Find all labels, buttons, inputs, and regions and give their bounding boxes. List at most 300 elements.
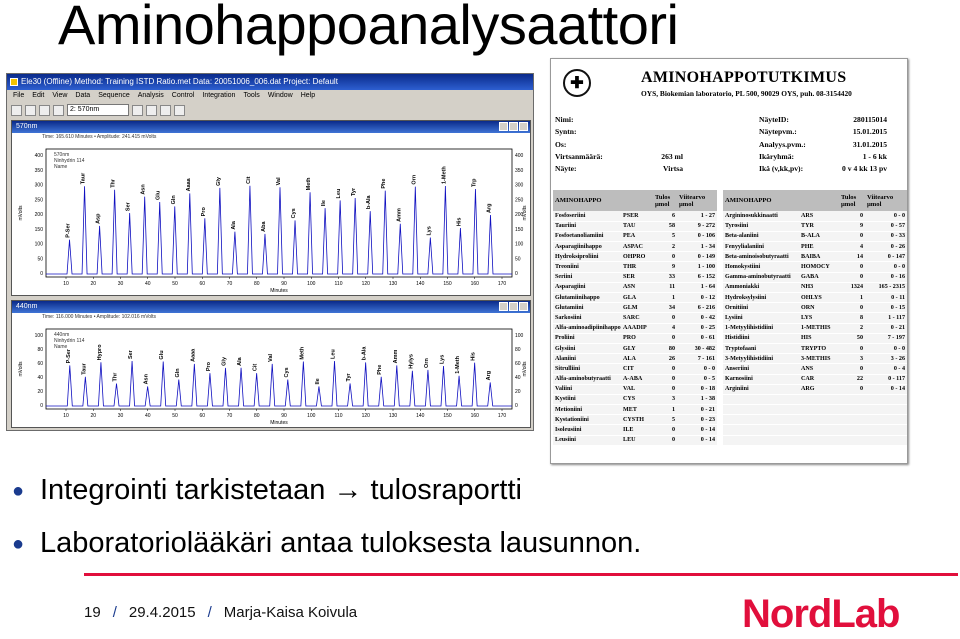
table-cell: Histidiini xyxy=(723,333,799,343)
table-cell: 33 xyxy=(653,272,677,282)
peak-label: Gln xyxy=(174,368,181,378)
table-cell: LEU xyxy=(621,435,653,445)
table-cell: Fosfoseriini xyxy=(553,211,621,221)
legend-entry: Name xyxy=(54,164,68,170)
y-axis-label-right: mVolts xyxy=(522,361,528,377)
peak-label: Aaaa xyxy=(190,348,197,362)
peak-label: Val xyxy=(268,353,275,362)
table-cell xyxy=(839,425,865,435)
y-axis-label-left: mVolts xyxy=(18,205,24,221)
table-cell: Tryptofaani xyxy=(723,343,799,353)
peak-label: Ile xyxy=(321,200,328,207)
peak-label: His xyxy=(456,217,463,227)
info-value xyxy=(625,114,683,126)
info-label: Ikäryhmä: xyxy=(759,151,795,161)
menu-item-view[interactable]: View xyxy=(52,92,68,99)
peak-icon[interactable] xyxy=(146,105,157,116)
x-tick-label: 30 xyxy=(117,413,124,419)
table-cell: 8 xyxy=(839,313,865,323)
table-cell: TAU xyxy=(621,221,653,231)
y-tick-label: 100 xyxy=(515,333,524,339)
peak-label: Leu xyxy=(336,188,343,199)
table-row xyxy=(553,262,907,272)
table-row xyxy=(553,293,907,303)
table-cell xyxy=(839,435,865,445)
bullet-dot-icon: ● xyxy=(12,479,25,502)
table-cell: Tyrosiini xyxy=(723,221,799,231)
table-cell: 0 xyxy=(839,343,865,353)
info-value: 0 v 4 kk 13 pv xyxy=(842,164,887,174)
y-tick-label: 80 xyxy=(515,347,521,353)
peak-label: Hylys xyxy=(408,354,415,369)
y-tick-label: 100 xyxy=(34,241,43,248)
table-cell: Sitrulliini xyxy=(553,364,621,374)
table-cell: TYR xyxy=(799,221,839,231)
table-cell: 2 xyxy=(839,323,865,333)
peak-label: Cit xyxy=(252,363,259,372)
table-cell: 4 xyxy=(653,323,677,333)
table-row xyxy=(553,343,907,353)
x-tick-label: 10 xyxy=(63,281,69,287)
x-tick-label: 10 xyxy=(63,413,69,419)
y-tick-label: 0 xyxy=(40,403,43,409)
info-value: 1 - 6 kk xyxy=(862,151,887,161)
peak-label: Cit xyxy=(245,176,252,184)
info-row xyxy=(555,151,683,163)
table-cell: 0 - 21 xyxy=(865,323,907,333)
table-cell: 1 - 34 xyxy=(677,242,717,252)
cursor-readout: Time: 165.610 Minutes • Amplitude: 241.415 mVolts xyxy=(42,134,157,140)
legend-entry: Name xyxy=(54,344,68,350)
print-icon[interactable] xyxy=(39,105,50,116)
table-cell: 0 - 14 xyxy=(677,425,717,435)
menu-item-window[interactable]: Window xyxy=(267,92,293,99)
x-tick-label: 120 xyxy=(361,281,370,287)
table-row xyxy=(553,425,907,435)
peak-label: Meth xyxy=(306,177,313,191)
chromatogram-panel-570nm xyxy=(11,120,531,296)
y-tick-label: 20 xyxy=(515,389,521,395)
peak-label: b-Ala xyxy=(366,195,373,210)
table-cell: 1324 xyxy=(839,282,865,292)
table-cell: MET xyxy=(621,405,653,415)
y-tick-label: 150 xyxy=(515,226,524,233)
save-icon[interactable] xyxy=(25,105,36,116)
table-row xyxy=(553,313,907,323)
table-row xyxy=(553,384,907,394)
table-cell: 0 - 33 xyxy=(865,231,907,241)
peak-label: Ser xyxy=(128,350,135,360)
x-tick-label: 140 xyxy=(416,413,425,419)
table-cell: 1-METHIS xyxy=(799,323,839,333)
table-cell: Kystationiini xyxy=(553,415,621,425)
peak-label: Orn xyxy=(423,358,430,368)
table-cell: Glutamiini xyxy=(553,303,621,313)
menu-item-help[interactable]: Help xyxy=(300,92,316,99)
table-cell xyxy=(799,415,839,425)
table-cell: ORN xyxy=(799,303,839,313)
integrate-icon[interactable] xyxy=(132,105,143,116)
table-cell: 165 - 2315 xyxy=(865,282,907,292)
table-cell: Alfa-aminobutyraatti xyxy=(553,374,621,384)
info-row xyxy=(555,114,683,126)
table-row xyxy=(553,282,907,292)
open-icon[interactable] xyxy=(11,105,22,116)
menu-item-tools[interactable]: Tools xyxy=(243,92,260,99)
table-cell: TRYPTO xyxy=(799,343,839,353)
close-icon[interactable] xyxy=(519,122,528,131)
info-row xyxy=(759,151,887,163)
table-cell: 0 - 14 xyxy=(865,384,907,394)
table-cell xyxy=(723,435,799,445)
table-cell: 0 - 147 xyxy=(865,252,907,262)
table-cell xyxy=(723,405,799,415)
nordlab-logo: NordLab xyxy=(742,592,900,636)
table-cell: THR xyxy=(621,262,653,272)
table-cell: OHLYS xyxy=(799,293,839,303)
table-cell: GLA xyxy=(621,293,653,303)
peak-label: Ala xyxy=(230,221,237,230)
info-row xyxy=(759,114,887,126)
x-tick-label: 80 xyxy=(253,281,260,287)
table-cell: 4 xyxy=(839,242,865,252)
x-tick-label: 110 xyxy=(334,413,343,419)
x-tick-label: 20 xyxy=(90,413,97,419)
table-cell: Beta-aminoisobutyraatti xyxy=(723,252,799,262)
peak-label: Thr xyxy=(110,178,117,188)
peak-label: Gln xyxy=(170,195,177,205)
table-row xyxy=(553,435,907,445)
info-value xyxy=(625,126,683,138)
table-cell: 50 xyxy=(839,333,865,343)
y-tick-label: 50 xyxy=(515,256,521,263)
baseline-icon[interactable] xyxy=(160,105,171,116)
y-tick-label: 300 xyxy=(34,182,43,189)
sample-info xyxy=(759,114,887,175)
table-cell: Alfa-aminoadipiinihappo xyxy=(553,323,621,333)
peak-label: Taur xyxy=(81,363,88,375)
table-cell: ILE xyxy=(621,425,653,435)
y-tick-label: 40 xyxy=(37,375,43,381)
y-tick-label: 50 xyxy=(37,256,43,263)
menu-item-sequence[interactable]: Sequence xyxy=(98,92,130,99)
table-cell: 0 xyxy=(839,384,865,394)
info-row xyxy=(759,139,887,151)
x-tick-label: 80 xyxy=(253,413,260,419)
chromatogram-570nm[interactable] xyxy=(12,133,530,295)
table-cell: 0 - 4 xyxy=(865,364,907,374)
app-icon xyxy=(10,78,18,86)
table-cell: BAIBA xyxy=(799,252,839,262)
peak-label: Hypro xyxy=(96,344,103,361)
y-tick-label: 150 xyxy=(34,226,43,233)
table-cell xyxy=(839,415,865,425)
table-cell: Gamma-aminobutyraatti xyxy=(723,272,799,282)
menu-item-file[interactable]: File xyxy=(13,92,25,99)
table-cell xyxy=(799,425,839,435)
table-cell xyxy=(799,435,839,445)
report-title: AMINOHAPPOTUTKIMUS xyxy=(641,69,847,86)
y-tick-label: 0 xyxy=(40,271,43,277)
table-cell: Alaniini xyxy=(553,354,621,364)
footer-date: 29.4.2015 xyxy=(128,604,196,621)
table-cell: 0 xyxy=(653,374,677,384)
table-cell: 0 xyxy=(839,303,865,313)
table-cell: PHE xyxy=(799,242,839,252)
table-cell: 0 - 42 xyxy=(677,313,717,323)
y-tick-label: 60 xyxy=(515,361,521,367)
slide-title: Aminohappoanalysaattori xyxy=(58,0,679,56)
x-tick-label: 70 xyxy=(226,281,233,287)
y-tick-label: 100 xyxy=(515,241,524,248)
x-tick-label: 50 xyxy=(172,413,178,419)
legend-entry: 570nm xyxy=(54,152,70,158)
x-tick-label: 60 xyxy=(199,281,206,287)
table-cell: 1 - 38 xyxy=(677,394,717,404)
x-tick-label: 130 xyxy=(388,281,398,287)
table-row xyxy=(553,252,907,262)
y-tick-label: 200 xyxy=(34,212,43,218)
y-tick-label: 400 xyxy=(515,153,524,159)
x-tick-label: 20 xyxy=(90,281,97,287)
accent-divider xyxy=(84,573,958,576)
info-row xyxy=(759,163,887,175)
table-row xyxy=(553,323,907,333)
info-label: Näyte: xyxy=(555,164,577,174)
table-cell: A-ABA xyxy=(621,374,653,384)
table-cell: 0 - 11 xyxy=(865,293,907,303)
table-cell: 0 - 5 xyxy=(677,374,717,384)
x-tick-label: 170 xyxy=(497,413,507,419)
table-row xyxy=(553,364,907,374)
info-value: Virtsa xyxy=(663,164,683,174)
peak-label: Ser xyxy=(125,202,132,212)
x-tick-label: 150 xyxy=(443,281,452,287)
legend-entry: Ninhydrin 114 xyxy=(54,158,85,164)
peak-label: Asp xyxy=(95,213,102,224)
panel-title-text: 440nm xyxy=(16,303,38,310)
table-cell: ALA xyxy=(621,354,653,364)
y-tick-label: 0 xyxy=(515,271,518,277)
x-tick-label: 140 xyxy=(416,281,425,287)
table-cell: ASN xyxy=(621,282,653,292)
y-tick-label: 20 xyxy=(37,389,43,395)
maximize-icon[interactable] xyxy=(509,302,518,311)
table-cell xyxy=(799,405,839,415)
x-axis-label: Minutes xyxy=(270,420,288,426)
table-cell: SER xyxy=(621,272,653,282)
table-cell: 0 - 0 xyxy=(865,262,907,272)
chromatogram-440nm[interactable] xyxy=(12,313,530,427)
peak-label: b-Ala xyxy=(361,346,368,361)
x-tick-label: 90 xyxy=(281,281,287,287)
x-tick-label: 70 xyxy=(226,413,233,419)
table-cell: Leusiini xyxy=(553,435,621,445)
x-tick-label: 40 xyxy=(144,413,151,419)
x-tick-label: 160 xyxy=(470,281,479,287)
table-cell: Ammoniakki xyxy=(723,282,799,292)
table-cell: 0 xyxy=(839,231,865,241)
x-axis-label: Minutes xyxy=(270,288,288,294)
menu-item-edit[interactable]: Edit xyxy=(32,92,45,99)
column-header: AMINOHAPPO xyxy=(723,190,799,211)
table-row xyxy=(553,415,907,425)
zoom-icon[interactable] xyxy=(53,105,64,116)
bullet-dot-icon: ● xyxy=(12,532,25,555)
table-cell: 1 xyxy=(653,405,677,415)
menu-item-integration[interactable]: Integration xyxy=(202,92,236,99)
panel-title-text: 570nm xyxy=(16,123,38,130)
table-cell: 0 xyxy=(653,384,677,394)
table-cell: Homokystiini xyxy=(723,262,799,272)
table-cell: 0 - 0 xyxy=(677,364,717,374)
table-cell: Lysiini xyxy=(723,313,799,323)
table-cell: 7 - 197 xyxy=(865,333,907,343)
y-tick-label: 60 xyxy=(37,361,43,367)
column-header: Viitearvo µmol xyxy=(677,190,717,211)
channel-select[interactable]: 2: 570nm xyxy=(67,104,129,116)
table-cell: 7 - 161 xyxy=(677,354,717,364)
panel-title xyxy=(12,301,530,313)
menu-item-analysis[interactable]: Analysis xyxy=(137,92,164,99)
info-value: 15.01.2015 xyxy=(852,127,887,137)
peak-label: Tyr xyxy=(351,187,358,197)
table-cell: Glutamiinihappo xyxy=(553,293,621,303)
table-cell: 0 xyxy=(839,364,865,374)
peak-label: 1-Meth xyxy=(441,166,448,185)
table-cell: HIS xyxy=(799,333,839,343)
table-row xyxy=(553,303,907,313)
table-cell: ASPAC xyxy=(621,242,653,252)
peak-label: Amm xyxy=(396,208,403,222)
y-tick-label: 80 xyxy=(37,347,43,353)
table-cell: 11 xyxy=(653,282,677,292)
table-row xyxy=(553,333,907,343)
cursor-readout: Time: 116.000 Minutes • Amplitude: 102.016 mVolts xyxy=(42,314,157,320)
table-cell: 9 xyxy=(839,221,865,231)
footer-author: Marja-Kaisa Koivula xyxy=(223,604,358,621)
table-cell: Proliini xyxy=(553,333,621,343)
table-cell: GABA xyxy=(799,272,839,282)
peak-label: Glu xyxy=(159,350,166,360)
panel-title xyxy=(12,121,530,133)
table-cell: GLY xyxy=(621,343,653,353)
table-cell xyxy=(839,394,865,404)
table-cell: 1 - 117 xyxy=(865,313,907,323)
separator: / xyxy=(112,604,117,621)
y-tick-label: 100 xyxy=(34,333,43,339)
close-icon[interactable] xyxy=(519,302,528,311)
maximize-icon[interactable] xyxy=(509,122,518,131)
column-header: AMINOHAPPO xyxy=(553,190,621,211)
separator: / xyxy=(207,604,212,621)
minimize-icon[interactable] xyxy=(499,122,508,131)
table-cell: 0 xyxy=(653,313,677,323)
y-tick-label: 350 xyxy=(515,167,524,174)
window-titlebar xyxy=(7,74,533,90)
table-cell: OHPRO xyxy=(621,252,653,262)
table-cell: 80 xyxy=(653,343,677,353)
table-cell: NH3 xyxy=(799,282,839,292)
table-cell: 0 - 57 xyxy=(865,221,907,231)
column-header xyxy=(799,190,839,211)
bullet-item xyxy=(12,527,641,560)
x-tick-label: 40 xyxy=(144,281,151,287)
y-axis-label-right: mVolts xyxy=(522,205,528,221)
peak-label: Amm xyxy=(392,349,399,364)
table-cell: 3-METHIS xyxy=(799,354,839,364)
minimize-icon[interactable] xyxy=(499,302,508,311)
table-cell: ARG xyxy=(799,384,839,394)
table-row xyxy=(553,374,907,384)
bullet-item xyxy=(12,474,522,507)
table-cell: 0 xyxy=(653,333,677,343)
info-label: Os: xyxy=(555,139,567,149)
table-cell xyxy=(865,425,907,435)
table-cell: 0 - 26 xyxy=(865,242,907,252)
table-cell: 6 xyxy=(653,211,677,221)
table-cell: 0 - 117 xyxy=(865,374,907,384)
table-cell: CAR xyxy=(799,374,839,384)
table-cell: 0 - 61 xyxy=(677,333,717,343)
table-cell: 6 - 216 xyxy=(677,303,717,313)
table-row xyxy=(553,394,907,404)
table-cell: 14 xyxy=(839,252,865,262)
info-label: Ikä (v,kk,pv): xyxy=(759,164,804,174)
hospital-logo: ✚ xyxy=(563,69,591,97)
table-cell: LYS xyxy=(799,313,839,323)
peak-label: Asn xyxy=(140,184,147,195)
table-cell xyxy=(865,435,907,445)
table-row xyxy=(553,221,907,231)
slide-footer xyxy=(84,604,357,621)
report-icon[interactable] xyxy=(174,105,185,116)
table-cell: Valiini xyxy=(553,384,621,394)
peak-label: Phe xyxy=(377,364,384,375)
table-cell: 9 xyxy=(653,262,677,272)
table-cell: 9 - 272 xyxy=(677,221,717,231)
menu-item-control[interactable]: Control xyxy=(171,92,195,99)
table-cell: 0 xyxy=(839,211,865,221)
x-tick-label: 100 xyxy=(307,281,316,287)
peak-label: Phe xyxy=(381,178,388,189)
table-cell: 30 - 482 xyxy=(677,343,717,353)
peak-label: P-Ser xyxy=(65,348,72,364)
table-cell: Isoleusiini xyxy=(553,425,621,435)
table-cell: Beta-alaniini xyxy=(723,231,799,241)
x-tick-label: 120 xyxy=(361,413,370,419)
table-cell: 3 xyxy=(839,354,865,364)
chromatogram-panel-440nm xyxy=(11,300,531,428)
table-cell: 0 - 106 xyxy=(677,231,717,241)
table-cell xyxy=(799,394,839,404)
y-tick-label: 400 xyxy=(34,153,43,159)
table-cell: Ornitiini xyxy=(723,303,799,313)
peak-label: His xyxy=(470,352,477,361)
peak-label: Leu xyxy=(330,349,337,360)
table-cell: 1 - 100 xyxy=(677,262,717,272)
table-cell: SARC xyxy=(621,313,653,323)
peak-label: Pro xyxy=(200,207,207,217)
patient-info xyxy=(555,114,683,175)
table-cell: 3 xyxy=(653,394,677,404)
table-cell: Glysiini xyxy=(553,343,621,353)
y-tick-label: 200 xyxy=(515,212,524,218)
table-cell xyxy=(723,425,799,435)
menu-item-data[interactable]: Data xyxy=(75,92,91,99)
table-cell: 26 xyxy=(653,354,677,364)
table-row xyxy=(553,272,907,282)
